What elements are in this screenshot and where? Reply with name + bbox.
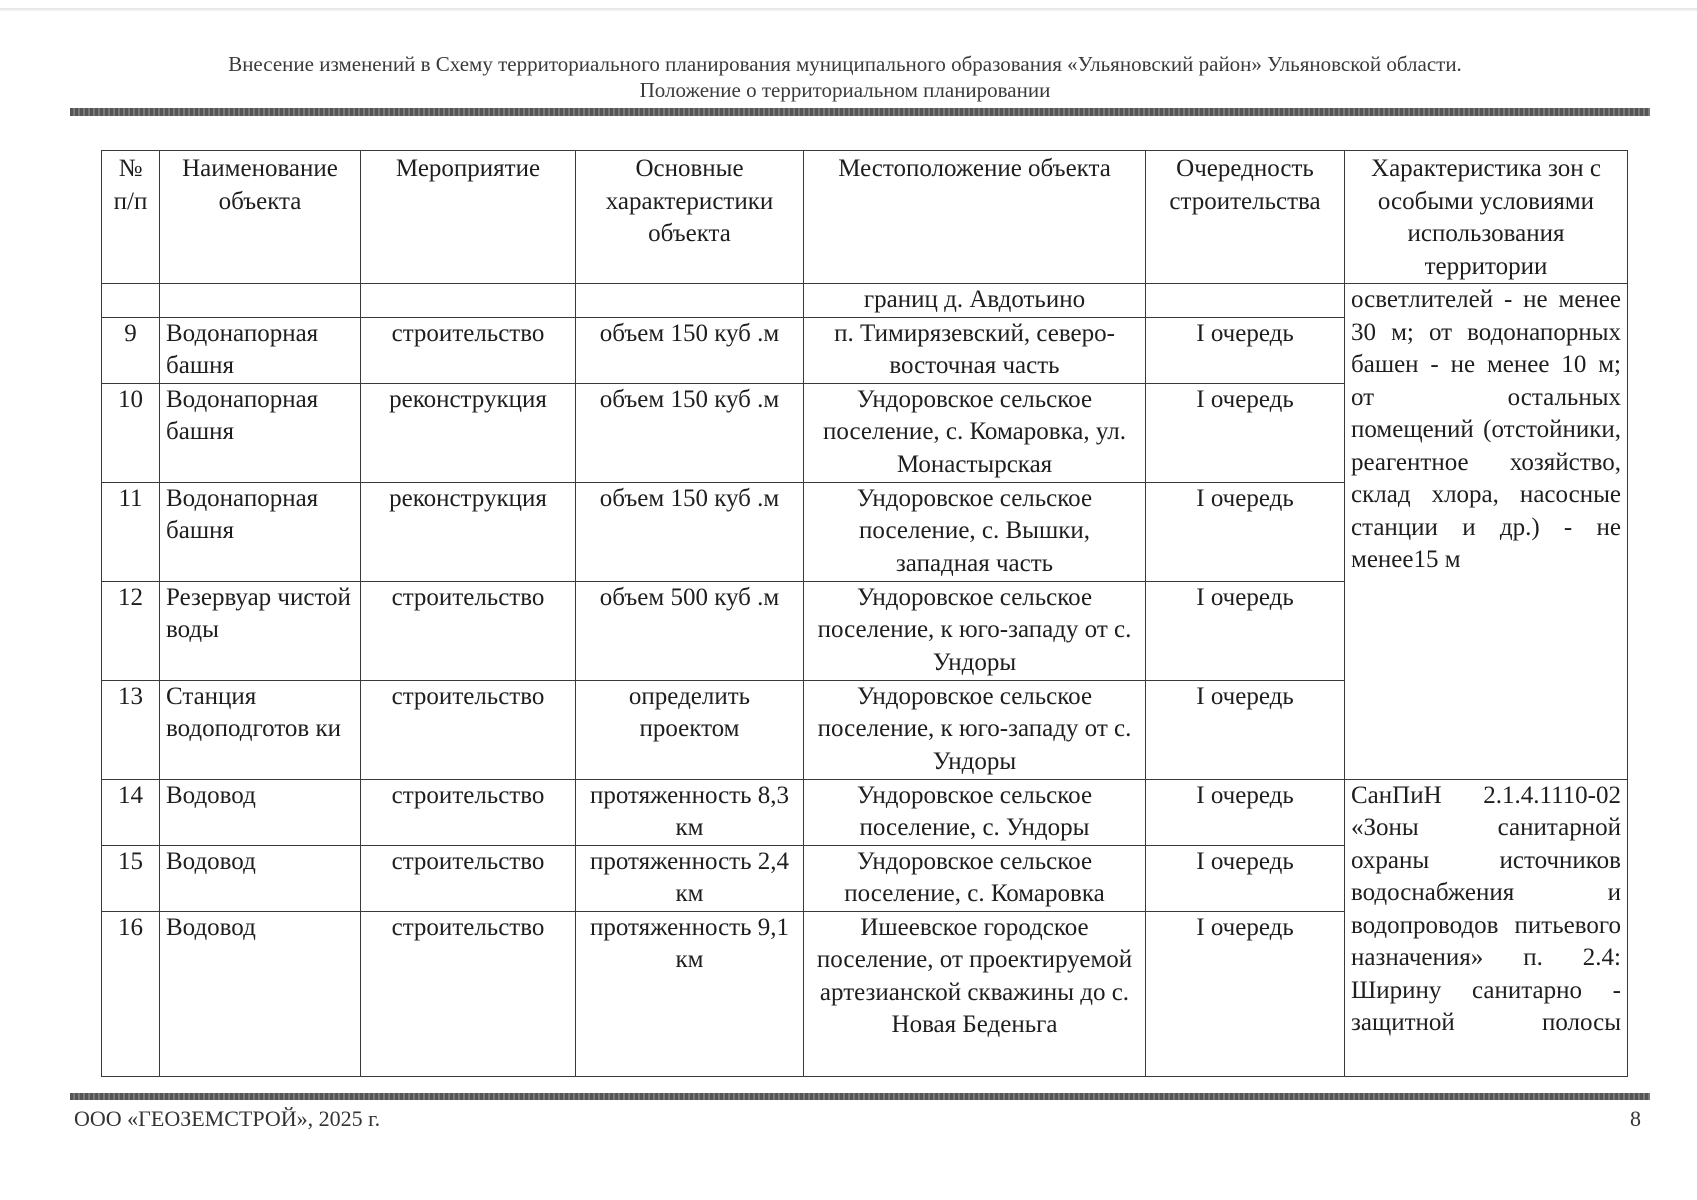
cell-stage: I очередь [1146,845,1345,911]
cell-action: строительство [361,680,576,779]
objects-table [101,150,1628,1077]
cell-location: Ундоровское сельское поселение, с. Комаровка, ул. Монастырская [804,383,1146,482]
cell-location: границ д. Авдотьино [804,284,1146,318]
cell-spec: объем 150 куб .м [576,317,804,383]
header-subtitle-line: Положение о территориальном планировании [639,78,1051,102]
cell-num [102,284,160,318]
cell-spec: протяженность 2,4 км [576,845,804,911]
footer-divider [70,1093,1650,1100]
cell-stage: I очередь [1146,383,1345,482]
cell-location: Ундоровское сельское поселение, к юго-западу от с. Ундоры [804,581,1146,680]
cell-num: 16 [102,911,160,1076]
zone-requirements-block-2: СанПиН 2.1.4.1110-02 «Зоны санитарной охраны источников водоснабжения и водопроводов питьевого назначения» п. 2.4: Ширину санитарно - защитной полосы [1345,779,1628,1076]
cell-action: строительство [361,317,576,383]
cell-location: Ундоровское сельское поселение, с. Комаровка [804,845,1146,911]
cell-action: строительство [361,581,576,680]
document-header [70,51,1620,103]
cell-stage: I очередь [1146,911,1345,1076]
cell-action: реконструкция [361,482,576,581]
cell-spec: объем 150 куб .м [576,482,804,581]
cell-name: Водонапорная башня [160,383,361,482]
cell-location: Ундоровское сельское поселение, к юго-западу от с. Ундоры [804,680,1146,779]
cell-name: Станция водоподготов ки [160,680,361,779]
cell-stage [1146,284,1345,318]
cell-action [361,284,576,318]
cell-num: 14 [102,779,160,845]
cell-spec: протяженность 8,3 км [576,779,804,845]
cell-num: 9 [102,317,160,383]
cell-stage: I очередь [1146,779,1345,845]
cell-name: Резервуар чистой воды [160,581,361,680]
footer-company: ООО «ГЕОЗЕМСТРОЙ», 2025 г. [74,1106,381,1131]
header-divider [70,108,1650,116]
zone-requirements-block-1: осветлителей - не менее 30 м; от водонапорных башен - не менее 10 м; от остальных помещений (отстойники, реагентное хозяйство, склад хлора, насосные станции и др.) - не менее15 м [1345,284,1628,780]
cell-spec [576,284,804,318]
cell-action: реконструкция [361,383,576,482]
header-title-line: Внесение изменений в Схему территориального планирования муниципального образования «Ульяновский район» Ульяновской области. [228,52,1462,76]
table-row [102,779,1628,845]
cell-name: Водонапорная башня [160,482,361,581]
cell-location: п. Тимирязевский, северо-восточная часть [804,317,1146,383]
cell-name: Водовод [160,845,361,911]
scan-top-edge [0,8,1697,11]
col-header-num: № п/п [102,151,160,284]
cell-stage: I очередь [1146,680,1345,779]
cell-num: 15 [102,845,160,911]
cell-stage: I очередь [1146,482,1345,581]
cell-name [160,284,361,318]
cell-name: Водовод [160,911,361,1076]
cell-location: Ундоровское сельское поселение, с. Вышки, западная часть [804,482,1146,581]
cell-num: 13 [102,680,160,779]
cell-num: 12 [102,581,160,680]
cell-name: Водонапорная башня [160,317,361,383]
col-header-zones: Характеристика зон с особыми условиями использования территории [1345,151,1628,284]
cell-spec: протяженность 9,1 км [576,911,804,1076]
col-header-location: Местоположение объекта [804,151,1146,284]
col-header-action: Мероприятие [361,151,576,284]
col-header-stage: Очередность строительства [1146,151,1345,284]
col-header-spec: Основные характеристики объекта [576,151,804,284]
cell-name: Водовод [160,779,361,845]
cell-spec: объем 150 куб .м [576,383,804,482]
cell-num: 11 [102,482,160,581]
page-number: 8 [1630,1106,1641,1131]
cell-action: строительство [361,779,576,845]
cell-spec: объем 500 куб .м [576,581,804,680]
cell-location: Ундоровское сельское поселение, с. Ундоры [804,779,1146,845]
cell-action: строительство [361,845,576,911]
cell-stage: I очередь [1146,581,1345,680]
cell-spec: определить проектом [576,680,804,779]
table-header-row [102,151,1628,284]
table-row-continuation [102,284,1628,318]
cell-num: 10 [102,383,160,482]
cell-location: Ишеевское городское поселение, от проектируемой артезианской скважины до с. Новая Беденьга [804,911,1146,1076]
cell-stage: I очередь [1146,317,1345,383]
cell-action: строительство [361,911,576,1076]
col-header-name: Наименование объекта [160,151,361,284]
